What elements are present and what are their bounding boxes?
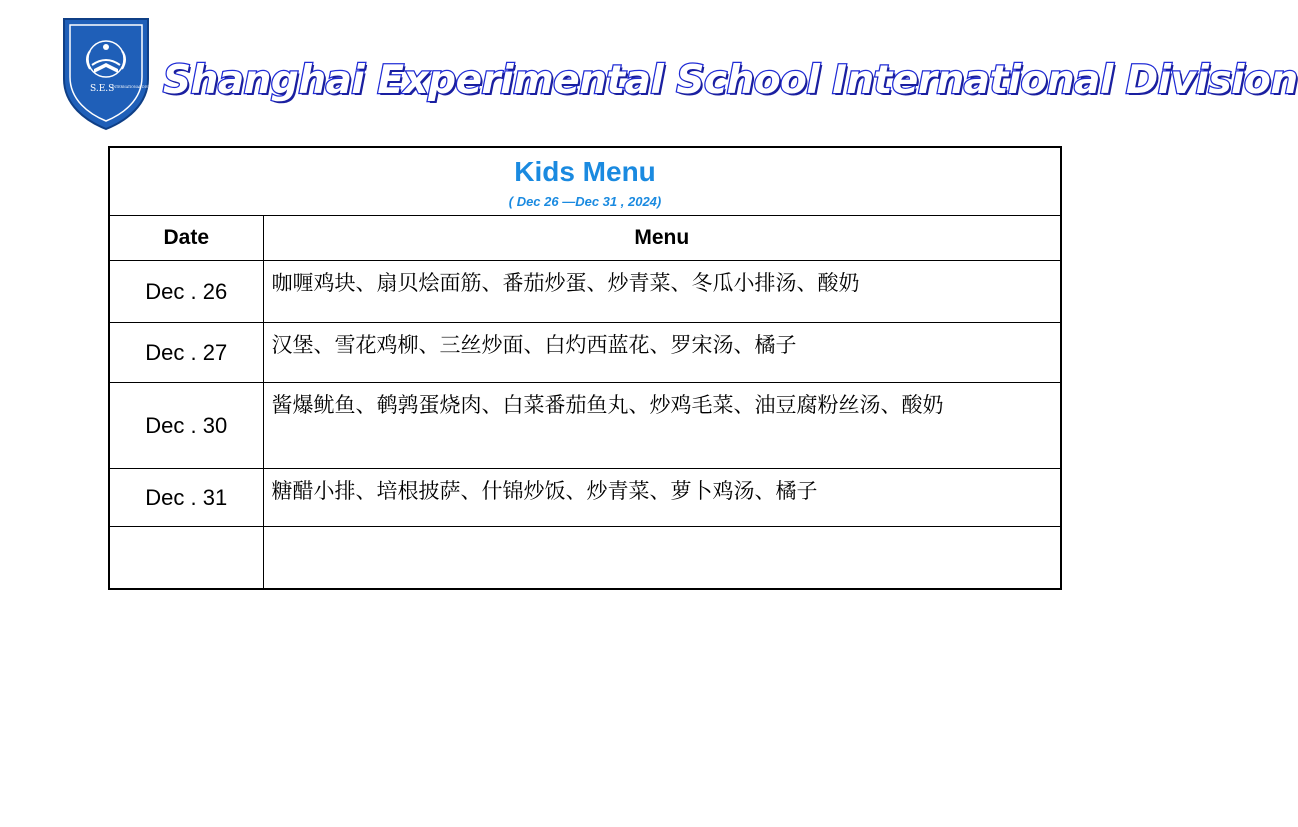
logo-emblem-text: S.E.S bbox=[90, 84, 115, 94]
table-row bbox=[109, 323, 1061, 383]
menu-title: Kids Menu bbox=[514, 156, 656, 187]
page-header bbox=[0, 0, 1298, 140]
school-logo bbox=[62, 17, 159, 131]
row-menu-items bbox=[263, 527, 1061, 589]
row-date: Dec . 27 bbox=[109, 323, 263, 383]
header-row bbox=[109, 216, 1061, 261]
column-header-date: Date bbox=[109, 216, 263, 261]
row-menu-items: 酱爆鱿鱼、鹌鹑蛋烧肉、白菜番茄鱼丸、炒鸡毛菜、油豆腐粉丝汤、酸奶 bbox=[263, 383, 1061, 469]
logo-emblem-subtext: INTERNATIONAL DIVISION bbox=[112, 85, 159, 89]
row-date: Dec . 30 bbox=[109, 383, 263, 469]
table-row bbox=[109, 383, 1061, 469]
school-name: Shanghai Experimental School International Division bbox=[163, 58, 1298, 103]
row-menu-items: 汉堡、雪花鸡柳、三丝炒面、白灼西蓝花、罗宋汤、橘子 bbox=[263, 323, 1061, 383]
table-row bbox=[109, 527, 1061, 589]
table-row bbox=[109, 469, 1061, 527]
title-row bbox=[109, 147, 1061, 216]
column-header-menu: Menu bbox=[263, 216, 1061, 261]
row-date bbox=[109, 527, 263, 589]
table-row bbox=[109, 261, 1061, 323]
menu-date-range: ( Dec 26 —Dec 31 , 2024) bbox=[508, 194, 662, 209]
row-date: Dec . 26 bbox=[109, 261, 263, 323]
title-cell bbox=[109, 147, 1061, 216]
shield-emblem-icon bbox=[62, 17, 159, 131]
row-date: Dec . 31 bbox=[109, 469, 263, 527]
menu-table bbox=[108, 146, 1062, 590]
row-menu-items: 糖醋小排、培根披萨、什锦炒饭、炒青菜、萝卜鸡汤、橘子 bbox=[263, 469, 1061, 527]
row-menu-items: 咖喱鸡块、扇贝烩面筋、番茄炒蛋、炒青菜、冬瓜小排汤、酸奶 bbox=[263, 261, 1061, 323]
